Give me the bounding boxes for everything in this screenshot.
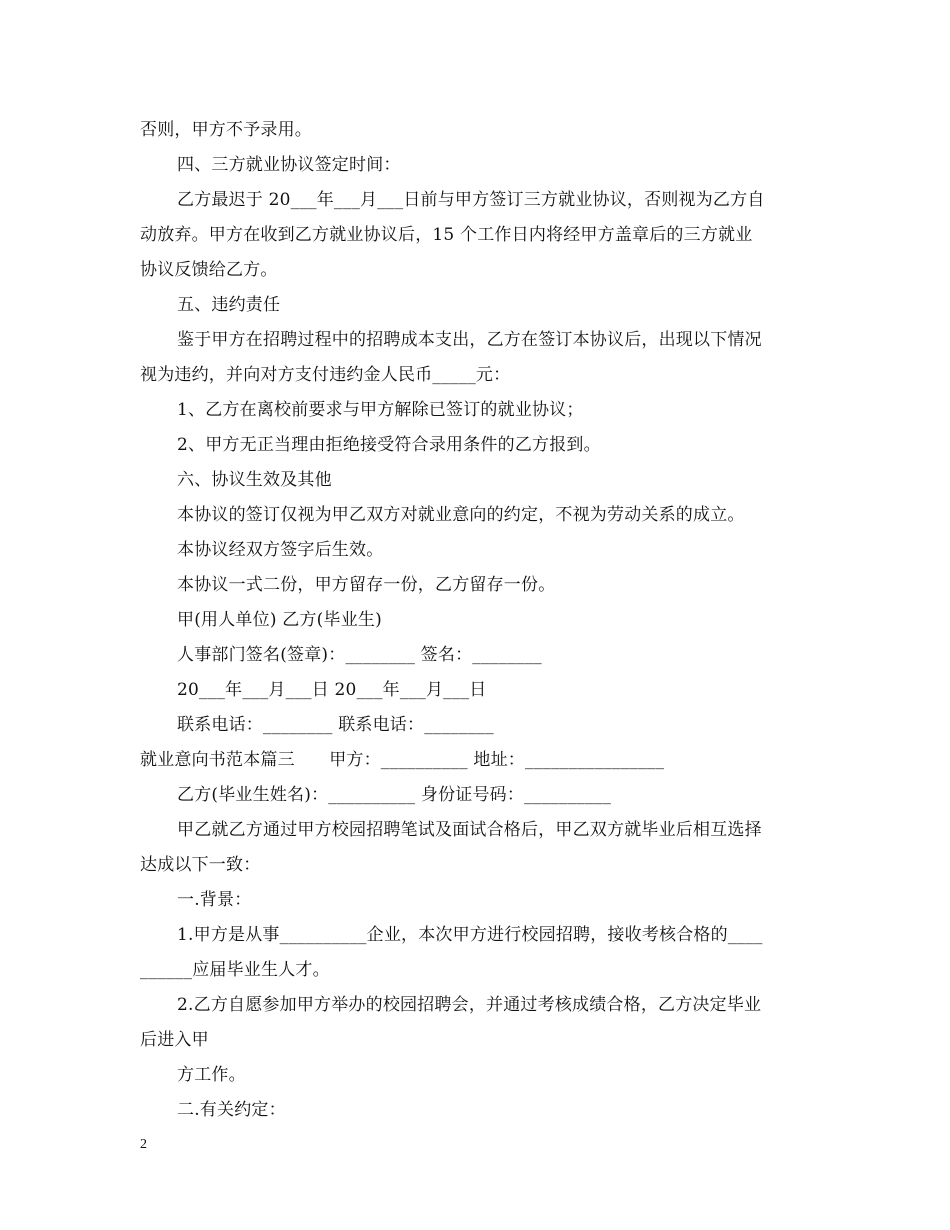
paragraph-line: 本协议的签订仅视为甲乙双方对就业意向的约定，不视为劳动关系的成立。 — [177, 505, 745, 525]
list-item: 1、乙方在离校前要求与甲方解除已签订的就业协议； — [177, 400, 584, 420]
party-fields: 乙方(毕业生姓名)：__________ 身份证号码：__________ — [177, 785, 612, 805]
page-number: 2 — [140, 1137, 147, 1152]
paragraph-line: 协议反馈给乙方。 — [140, 260, 278, 280]
list-item: 2、甲方无正当理由拒绝接受符合录用条件的乙方报到。 — [177, 435, 601, 455]
signature-parties: 甲(用人单位) 乙方(毕业生) — [177, 610, 382, 630]
paragraph-line: ______应届毕业生人才。 — [140, 960, 330, 980]
paragraph-line: 动放弃。甲方在收到乙方就业协议后，15 个工作日内将经甲方盖章后的三方就业 — [140, 225, 753, 245]
paragraph-line: 后进入甲 — [140, 1030, 209, 1050]
phone-fields: 联系电话：________ 联系电话：________ — [177, 715, 494, 735]
section-heading: 六、协议生效及其他 — [177, 470, 332, 490]
paragraph-line: 本协议一式二份，甲方留存一份，乙方留存一份。 — [177, 575, 556, 595]
section-heading: 一.背景： — [177, 890, 252, 910]
template-heading: 就业意向书范本篇三 甲方：__________ 地址：________________ — [140, 750, 665, 770]
list-item: 2.乙方自愿参加甲方举办的校园招聘会，并通过考核成绩合格，乙方决定毕业 — [177, 995, 762, 1015]
paragraph-line: 方工作。 — [177, 1065, 246, 1085]
section-heading: 五、违约责任 — [177, 295, 281, 315]
paragraph-line: 达成以下一致： — [140, 855, 261, 875]
section-heading: 四、三方就业协议签定时间： — [177, 155, 401, 175]
paragraph-line: 本协议经双方签字后生效。 — [177, 540, 384, 560]
section-heading: 二.有关约定： — [177, 1100, 286, 1120]
signature-fields: 人事部门签名(签章)：________ 签名：________ — [177, 645, 542, 665]
paragraph-line: 乙方最迟于 20___年___月___日前与甲方签订三方就业协议，否则视为乙方自 — [177, 190, 765, 210]
paragraph-line: 否则，甲方不予录用。 — [140, 120, 312, 140]
paragraph-line: 视为违约，并向对方支付违约金人民币_____元： — [140, 365, 511, 385]
list-item: 1.甲方是从事__________企业，本次甲方进行校园招聘，接收考核合格的____ — [177, 925, 763, 945]
paragraph-line: 甲乙就乙方通过甲方校园招聘笔试及面试合格后，甲乙双方就毕业后相互选择 — [177, 820, 762, 840]
date-fields: 20___年___月___日 20___年___月___日 — [177, 680, 487, 700]
paragraph-line: 鉴于甲方在招聘过程中的招聘成本支出，乙方在签订本协议后，出现以下情况 — [177, 330, 762, 350]
